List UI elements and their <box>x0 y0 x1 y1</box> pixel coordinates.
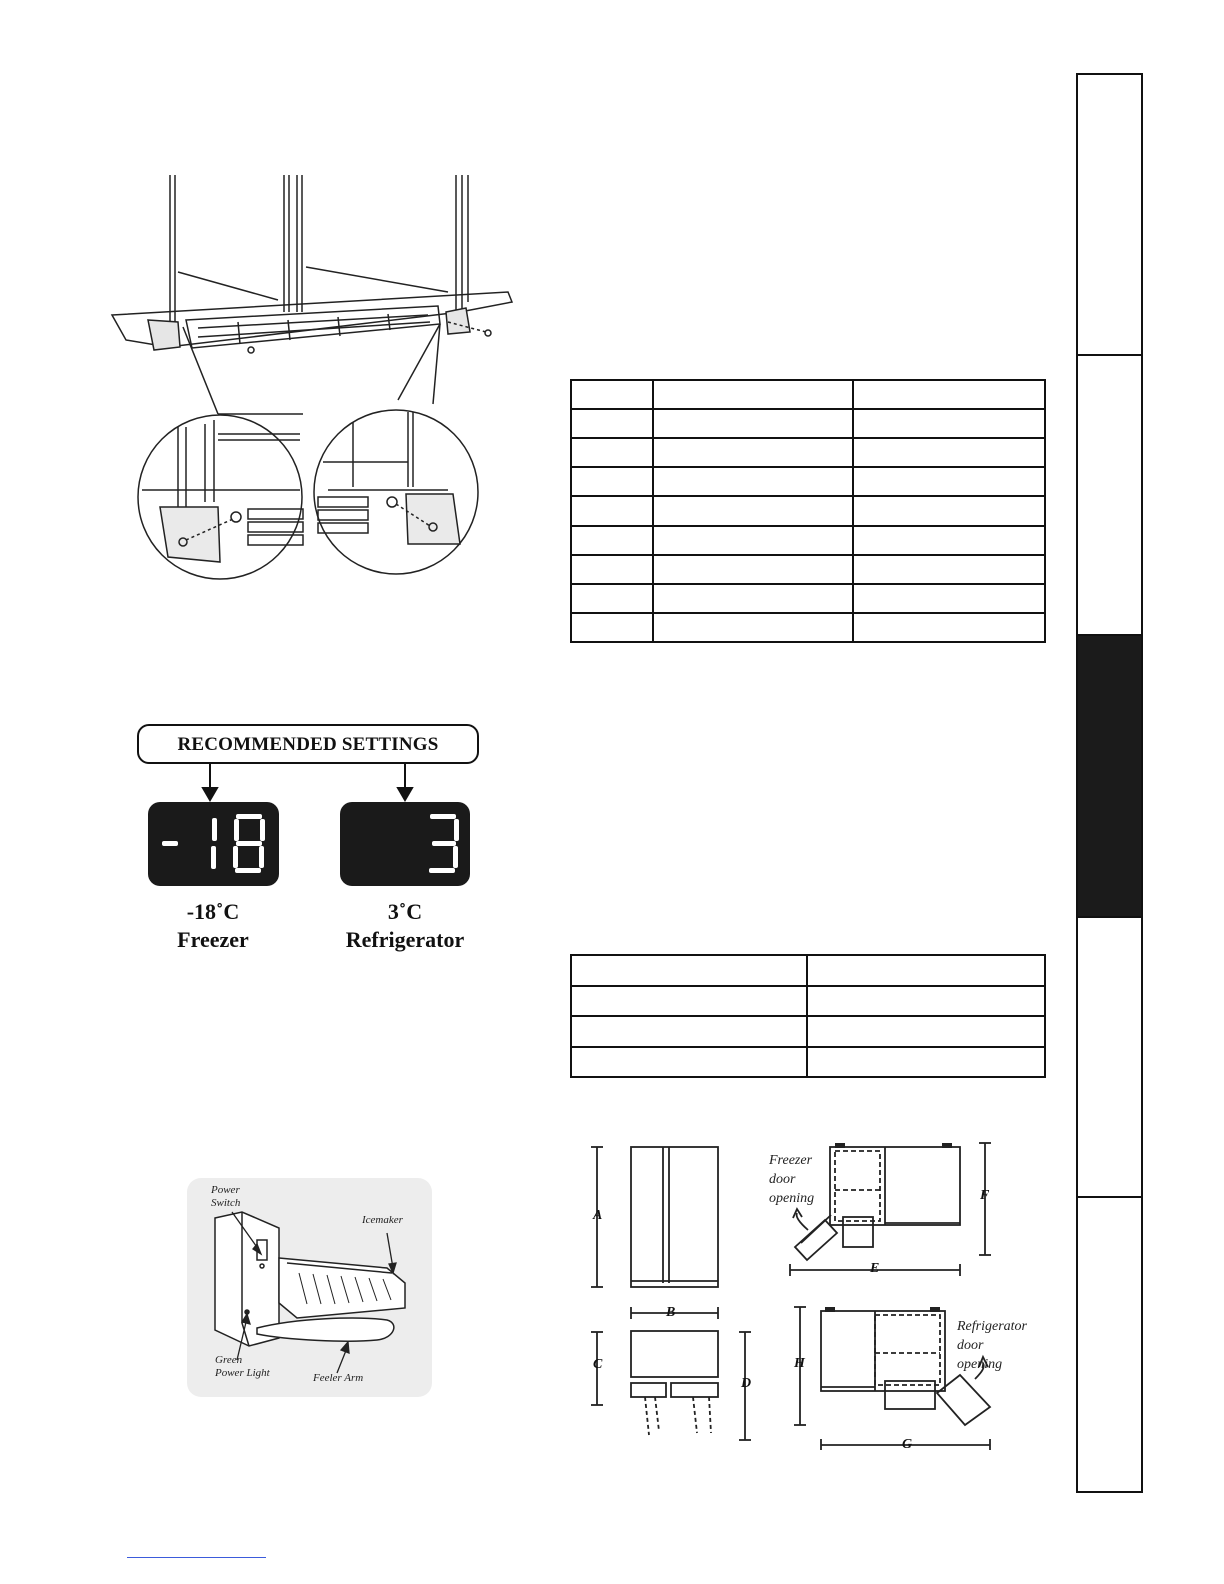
freezer-door-line2: door <box>769 1172 796 1187</box>
section-tab-2[interactable] <box>1078 356 1141 636</box>
dim-label-e: E <box>870 1261 880 1276</box>
refrigerator-display <box>340 802 470 886</box>
table-row <box>571 955 1045 986</box>
table-row <box>571 613 1045 642</box>
refrigerator-label: Refrigerator <box>345 927 465 952</box>
callout-power-switch-line1: Power <box>211 1184 240 1196</box>
table-row <box>571 584 1045 613</box>
base-grille-illustration <box>108 172 518 582</box>
section-tab-1[interactable] <box>1078 75 1141 356</box>
recommended-settings-banner: RECOMMENDED SETTINGS <box>137 724 479 764</box>
table-row <box>571 438 1045 467</box>
freezer-temp: -18˚C <box>186 899 240 924</box>
table-row <box>571 1047 1045 1078</box>
section-tabs <box>1076 73 1143 1493</box>
table-2 <box>570 954 1046 1078</box>
freezer-door-line1: Freezer <box>769 1153 813 1168</box>
icemaker-illustration <box>187 1178 432 1397</box>
callout-power-switch <box>211 1184 240 1210</box>
callout-green-power-light <box>215 1354 270 1380</box>
dim-label-h: H <box>794 1356 805 1371</box>
refrigerator-door-line2: door <box>957 1338 984 1353</box>
callout-green-light-line1: Green <box>215 1354 243 1366</box>
refrigerator-digits <box>340 802 470 886</box>
footer-link-underline[interactable] <box>127 1557 266 1558</box>
refrigerator-door-line3: opening <box>957 1357 1003 1372</box>
dim-label-a: A <box>593 1208 603 1223</box>
dim-label-g: G <box>902 1437 913 1452</box>
section-tab-5[interactable] <box>1078 1198 1141 1491</box>
dim-label-f: F <box>980 1188 990 1203</box>
callout-icemaker: Icemaker <box>362 1214 403 1226</box>
dim-label-d: D <box>741 1376 752 1391</box>
freezer-door-line3: opening <box>769 1191 815 1206</box>
refrigerator-setting-label <box>325 898 485 954</box>
freezer-display <box>148 802 279 886</box>
table-1 <box>570 379 1046 643</box>
refrigerator-temp: 3˚C <box>387 899 423 924</box>
section-tab-3-active[interactable] <box>1078 636 1141 918</box>
table-row <box>571 496 1045 525</box>
table-row <box>571 409 1045 438</box>
table-row <box>571 986 1045 1017</box>
freezer-setting-label <box>133 898 293 954</box>
table-row <box>571 380 1045 409</box>
dim-label-b: B <box>666 1305 676 1320</box>
refrigerator-door-line1: Refrigerator <box>957 1319 1027 1334</box>
settings-arrows <box>190 764 430 804</box>
freezer-label: Freezer <box>177 927 249 952</box>
callout-power-switch-line2: Switch <box>211 1197 241 1209</box>
table-row <box>571 1016 1045 1047</box>
callout-feeler-arm: Feeler Arm <box>313 1372 364 1384</box>
freezer-digits <box>148 802 279 886</box>
dim-label-c: C <box>593 1357 603 1372</box>
refrigerator-door-opening-label <box>957 1317 1027 1374</box>
freezer-door-opening-label <box>769 1151 814 1208</box>
section-tab-4[interactable] <box>1078 918 1141 1198</box>
table-row <box>571 467 1045 496</box>
table-row <box>571 555 1045 584</box>
callout-green-light-line2: Power Light <box>215 1367 270 1379</box>
table-row <box>571 526 1045 555</box>
